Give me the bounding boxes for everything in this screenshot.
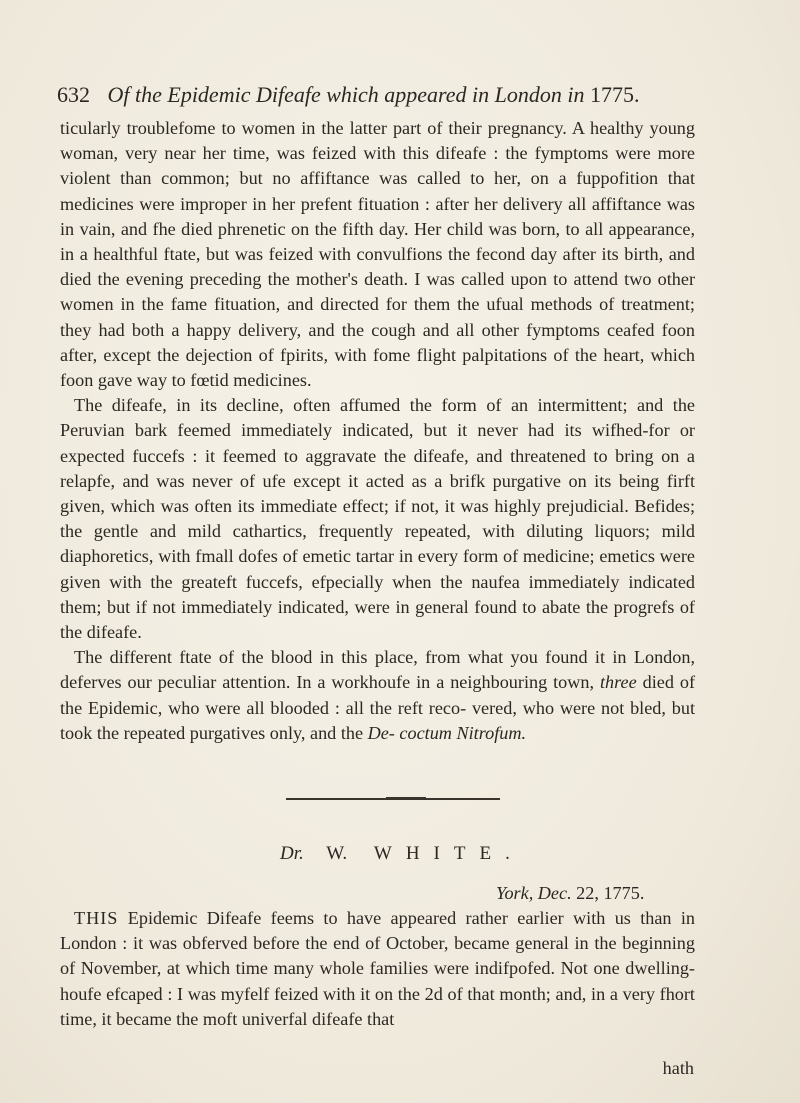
section-divider — [286, 798, 500, 800]
paragraph-blood-state-part2: died of the Epidemic, who were all blooded : all the reft reco- vered, who were not bled, but took the repeated purgatives only, and the — [60, 672, 696, 743]
catchword: hath — [662, 1058, 694, 1078]
running-header — [57, 82, 697, 108]
paragraph-continuation: ticularly troublefome to women in the latter part of their pregnancy. A healthy young woman, very near her time, was feized with this difeafe : the fymptoms were more violent than common; but no affiftance was called to her, on a fuppofition that medicines were improper in her prefent fituation : after her delivery all affiftance was in vain, and fhe died phrenetic on the fifth day. Her child was born, to all appearance, in a healthful ftate, but was feized with convulfions the fecond day after its birth, and died the evening preceding the mother's death. I was called upon to attend two other women in the fame fituation, and directed for them the ufual methods of treatment; they had both a happy delivery, and the cough and all other fymptoms ceafed foon after, except the dejection of fpirits, with fome flight palpitations of the heart, which foon gave way to fœtid medicines. — [60, 118, 695, 391]
emphasis-decoctum: De- coctum Nitrofum. — [367, 722, 527, 743]
emphasis-three: three — [599, 672, 637, 693]
running-title: Of the Epidemic Difeafe which appeared in London in — [107, 82, 585, 107]
dateline-place: York, — [496, 883, 534, 903]
author-title: Dr. — [280, 843, 304, 864]
author-surname: WHITE. — [373, 843, 524, 864]
dateline — [496, 883, 644, 904]
running-year: 1775. — [590, 82, 640, 107]
paragraph-disease-decline: The difeafe, in its decline, often affumed the form of an intermittent; and the Peruvian bark feemed immediately indicated, but it never had its wifhed-for or expected fuccefs : it feemed to aggravate the difeafe, and threatened to bring on a relapfe, and was never of ufe except it acted as a brifk purgative on its being firft given, which was often its immediate effect; if not, it was highly prejudicial. Befides; the gentle and mild cathartics, frequently repeated, with diluting liquors; mild diaphoretics, with fmall dofes of emetic tartar in every form of medicine; emetics were given with the greateft fuccefs, efpecially when the naufea immediately indicated them; but if not immediately indicated, were in general found to abate the progrefs of the difeafe. — [60, 395, 695, 643]
letter-lead-word: THIS — [74, 908, 119, 928]
main-text — [60, 116, 695, 746]
letter-paragraph — [60, 906, 695, 1032]
dateline-month: Dec. — [537, 883, 572, 903]
dateline-day-year: 22, 1775. — [576, 883, 645, 903]
author-heading — [280, 843, 524, 865]
page-number: 632 — [57, 82, 90, 107]
paragraph-blood-state-part1: The different ftate of the blood in this place, from what you found it in London, deferves our peculiar attention. In a workhoufe in a neighbouring town, — [60, 647, 695, 693]
letter-body: Epidemic Difeafe feems to have appeared rather earlier with us than in London : it was obferved before the end of October, became general in the beginning of November, at which time many whole families were indifpofed. Not one dwelling-houfe efcaped : I was myfelf feized with it on the 2d of that month; and, in a very fhort time, it became the moft univerfal difeafe that — [60, 908, 696, 1029]
letter-text — [60, 906, 695, 1032]
paragraph-blood-state — [60, 645, 695, 746]
author-initial: W. — [326, 843, 348, 864]
